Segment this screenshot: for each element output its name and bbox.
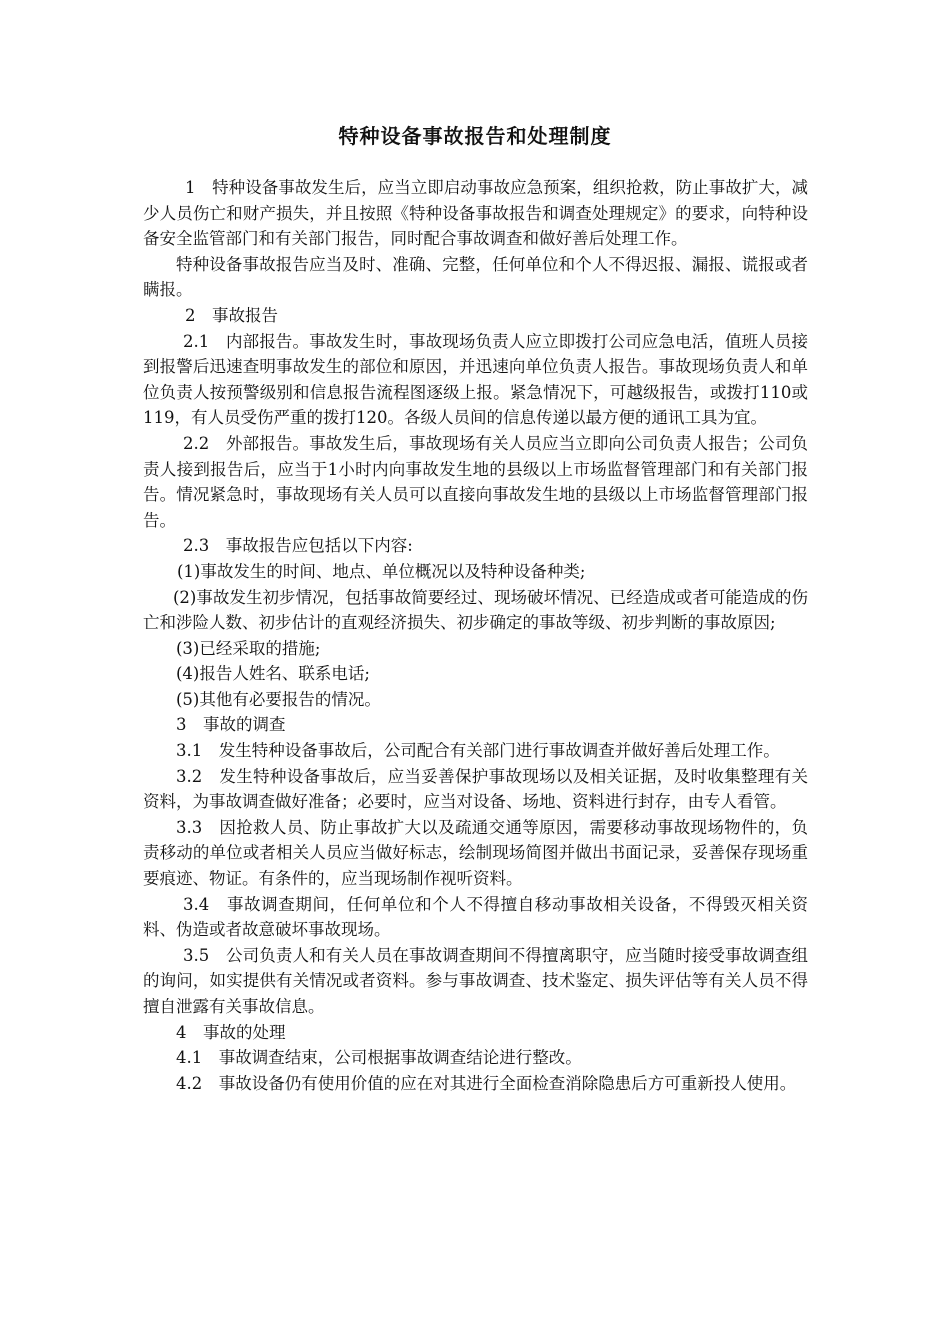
document-body xyxy=(143,175,808,1096)
paragraph-2-2: 2.2 外部报告。事故发生后，事故现场有关人员应当立即向公司负责人报告；公司负责人接到报告后，应当于1小时内向事故发生地的县级以上市场监督管理部门和有关部门报告。情况紧急时，事故现场有关人员可以直接向事故发生地的县级以上市场监督管理部门报告。 xyxy=(143,433,808,530)
paragraph-1: 1 特种设备事故发生后，应当立即启动事故应急预案，组织抢救，防止事故扩大，减少人员伤亡和财产损失，并且按照《特种设备事故报告和调查处理规定》的要求，向特种设备安全监管部门和有关部门报告，同时配合事故调查和做好善后处理工作。 xyxy=(143,178,808,249)
paragraph-3-1: 3.1 发生特种设备事故后，公司配合有关部门进行事故调查并做好善后处理工作。 xyxy=(176,741,780,761)
list-item-4: (4)报告人姓名、联系电话; xyxy=(176,664,370,684)
list-item-5: (5)其他有必要报告的情况。 xyxy=(176,689,381,709)
paragraph-2-1: 2.1 内部报告。事故发生时，事故现场负责人应立即拨打公司应急电活，值班人员接到报警后迅速查明事故发生的部位和原因，并迅速向单位负责人报告。事故现场负责人和单位负责人按预警级别和信息报告流程图逐级上报。紧急情况下，可越级报告，或拨打110或119，有人员受伤严重的拨打120。各级人员间的信息传递以最方便的通讯工具为宜。 xyxy=(143,331,808,428)
paragraph-3-4: 3.4 事故调查期间，任何单位和个人不得擅自移动事故相关设备，不得毁灭相关资料、伪造或者故意破坏事故现场。 xyxy=(143,894,808,940)
paragraph-3-3: 3.3 因抢救人员、防止事故扩大以及疏通交通等原因，需要移动事故现场物件的，负责移动的单位或者相关人员应当做好标志，绘制现场简图并做出书面记录，妥善保存现场重要痕迹、物证。有条件的，应当现场制作视听资料。 xyxy=(143,817,808,889)
section-heading-4: 4 事故的处理 xyxy=(176,1022,286,1042)
paragraph-3-2: 3.2 发生特种设备事故后，应当妥善保护事故现场以及相关证据，及时收集整理有关资料，为事故调查做好准备；必要时，应当对设备、场地、资料进行封存，由专人看管。 xyxy=(143,766,808,812)
section-heading-2: 2 事故报告 xyxy=(185,305,278,325)
section-heading-3: 3 事故的调查 xyxy=(176,715,286,735)
paragraph-4-2: 4.2 事故设备仍有使用价值的应在对其进行全面检查消除隐患后方可重新投人使用。 xyxy=(176,1073,797,1093)
paragraph-reporting-requirements: 特种设备事故报告应当及时、准确、完整，任何单位和个人不得迟报、漏报、谎报或者瞒报。 xyxy=(143,254,808,300)
paragraph-4-1: 4.1 事故调查结束，公司根据事故调查结论进行整改。 xyxy=(176,1048,582,1068)
list-item-3: (3)已经采取的措施; xyxy=(176,638,321,658)
list-item-1: (1)事故发生的时间、地点、单位概况以及特种设备种类; xyxy=(177,561,586,581)
document-title: 特种设备事故报告和处理制度 xyxy=(338,124,612,148)
paragraph-3-5: 3.5 公司负责人和有关人员在事故调查期间不得擅离职守，应当随时接受事故调查组的询问，如实提供有关情况或者资料。参与事故调查、技术鉴定、损失评估等有关人员不得擅自泄露有关事故信息。 xyxy=(143,945,808,1016)
list-item-2: (2)事故发生初步情况，包括事故简要经过、现场破坏情况、已经造成或者可能造成的伤亡和涉险人数、初步估计的直观经济损失、初步确定的事故等级、初步判断的事故原因; xyxy=(143,587,808,633)
paragraph-2-3: 2.3 事故报告应包括以下内容: xyxy=(183,536,413,556)
